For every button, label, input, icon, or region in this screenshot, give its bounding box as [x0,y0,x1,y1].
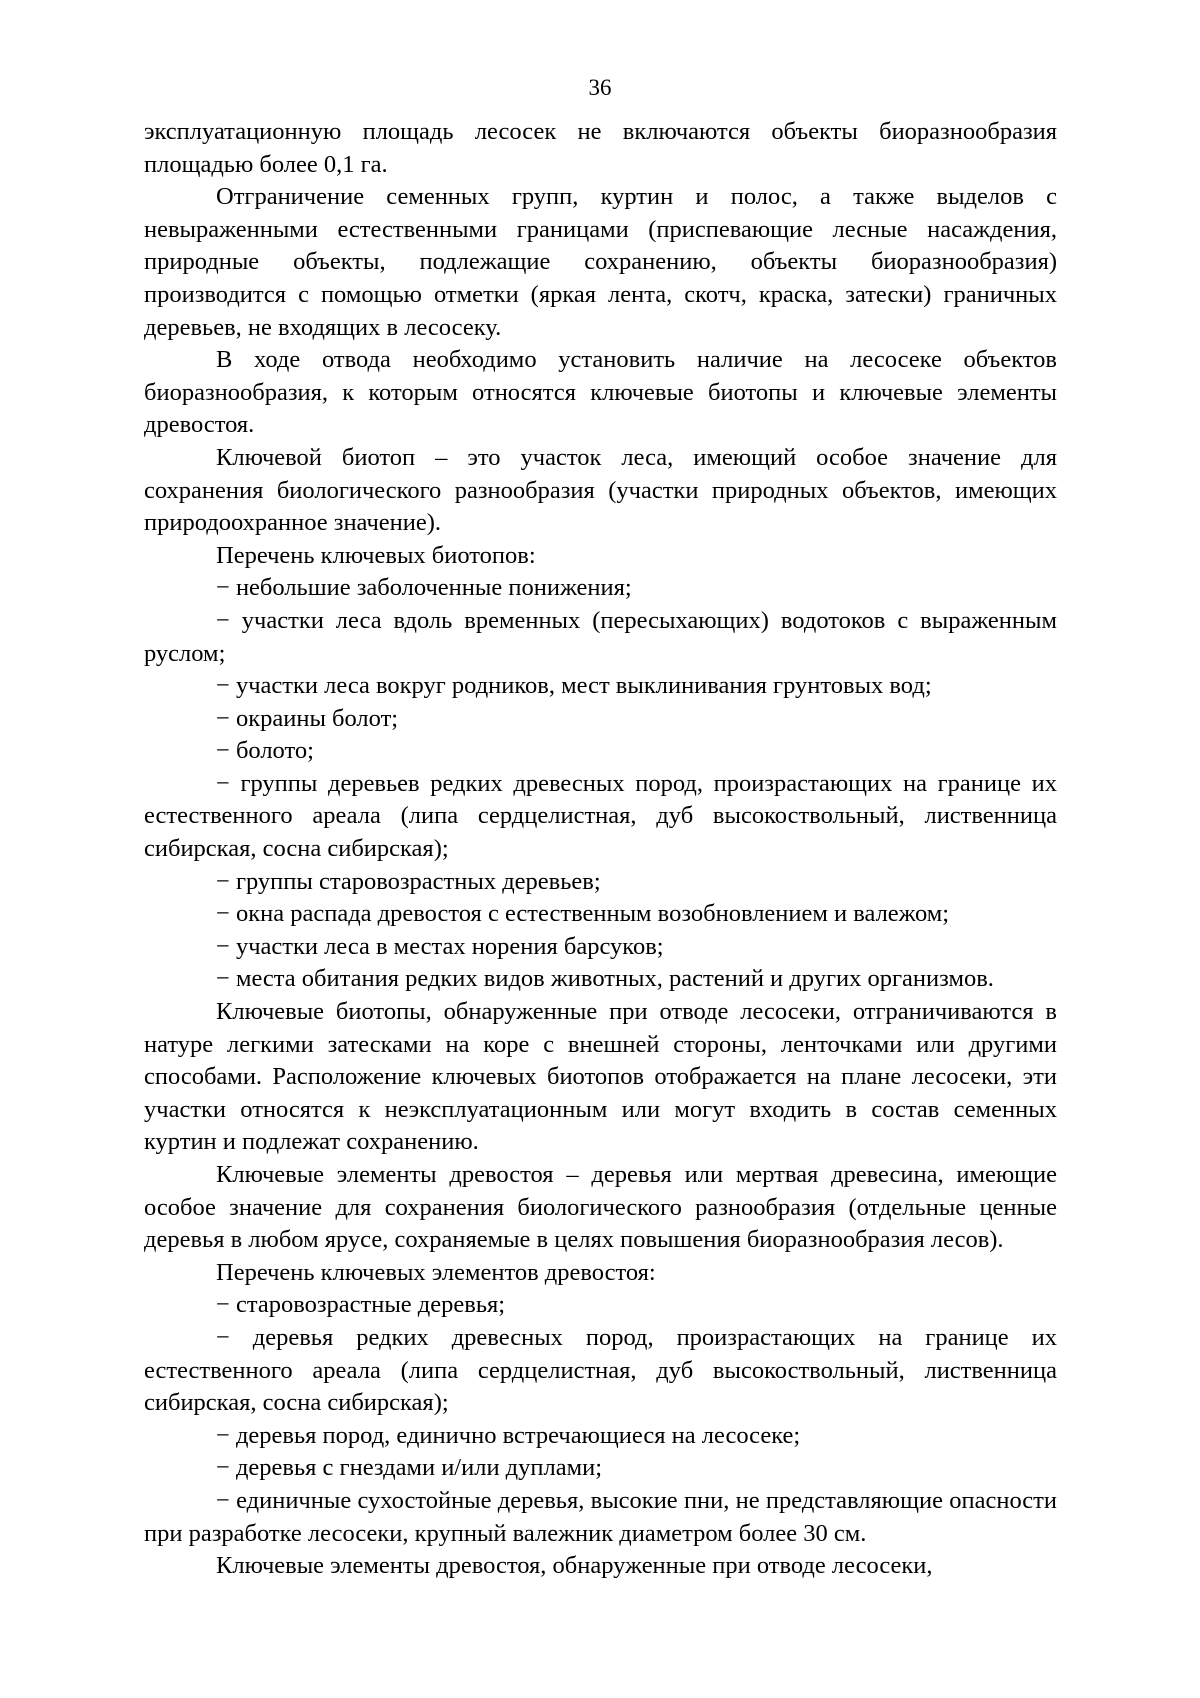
list-item: − участки леса в местах норения барсуков; [216,932,664,960]
list-item: − деревья редких древесных пород, произрастающих на границе их естественного ареала (липа сердцелистная, дуб высокоствольный, лиственница сибирская, сосна сибирская); [144,1323,1057,1417]
paragraph-biotope-list-heading: Перечень ключевых биотопов: [216,541,536,569]
list-item: − деревья с гнездами и/или дуплами; [216,1454,603,1482]
paragraph-key-biotope-definition: Ключевой биотоп – это участок леса, имеющий особое значение для сохранения биологического разнообразия (участки природных объектов, имеющих природоохранное значение). [144,443,1057,537]
paragraph-boundary-marking: Отграничение семенных групп, куртин и полос, а также выделов с невыраженными естественными границами (приспевающие лесные насаждения, природные объекты, подлежащие сохранению, объекты биоразнообразия) производится с помощью отметки (яркая лента, скотч, краска, затески) граничных деревьев, не входящих в лесосеку. [144,183,1057,341]
list-item: − участки леса вдоль временных (пересыхающих) водотоков с выраженным руслом; [144,606,1057,667]
list-item: − деревья пород, единично встречающиеся на лесосеке; [216,1421,801,1449]
list-item: − места обитания редких видов животных, растений и других организмов. [216,965,994,993]
list-item: − группы старовозрастных деревьев; [216,867,601,895]
page-number: 36 [588,75,612,100]
paragraph-elements-list-heading: Перечень ключевых элементов древостоя: [216,1258,656,1286]
list-item: − группы деревьев редких древесных пород, произрастающих на границе их естественного ареала (липа сердцелистная, дуб высокоствольный, лиственница сибирская, сосна сибирская); [144,769,1057,863]
paragraph-biodiversity-objects: В ходе отвода необходимо установить наличие на лесосеке объектов биоразнообразия, к которым относятся ключевые биотопы и ключевые элементы древостоя. [144,346,1057,439]
list-item: − старовозрастные деревья; [216,1291,506,1319]
document-body [144,116,1057,1583]
paragraph-continuation: эксплуатационную площадь лесосек не включаются объекты биоразнообразия площадью более 0,1 га. [144,118,1057,178]
paragraph-elements-marking: Ключевые элементы древостоя, обнаруженные при отводе лесосеки, [216,1552,933,1580]
paragraph-biotope-marking: Ключевые биотопы, обнаруженные при отводе лесосеки, отграничиваются в натуре легкими затесками на коре с внешней стороны, ленточками или другими способами. Расположение ключевых биотопов отображается на плане лесосеки, эти участки относятся к неэксплуатационным или могут входить в состав семенных куртин и подлежат сохранению. [144,998,1057,1156]
list-item: − болото; [216,737,314,765]
list-item: − небольшие заболоченные понижения; [216,574,632,602]
list-item: − окраины болот; [216,704,399,732]
paragraph-key-elements-definition: Ключевые элементы древостоя – деревья или мертвая древесина, имеющие особое значение для сохранения биологического разнообразия (отдельные ценные деревья в любом ярусе, сохраняемые в целях повышения биоразнообразия лесов). [144,1161,1057,1254]
list-item: − окна распада древостоя с естественным возобновлением и валежом; [216,900,950,928]
list-item: − участки леса вокруг родников, мест выклинивания грунтовых вод; [216,672,932,700]
list-item: − единичные сухостойные деревья, высокие пни, не представляющие опасности при разработке лесосеки, крупный валежник диаметром более 30 см. [144,1486,1057,1547]
